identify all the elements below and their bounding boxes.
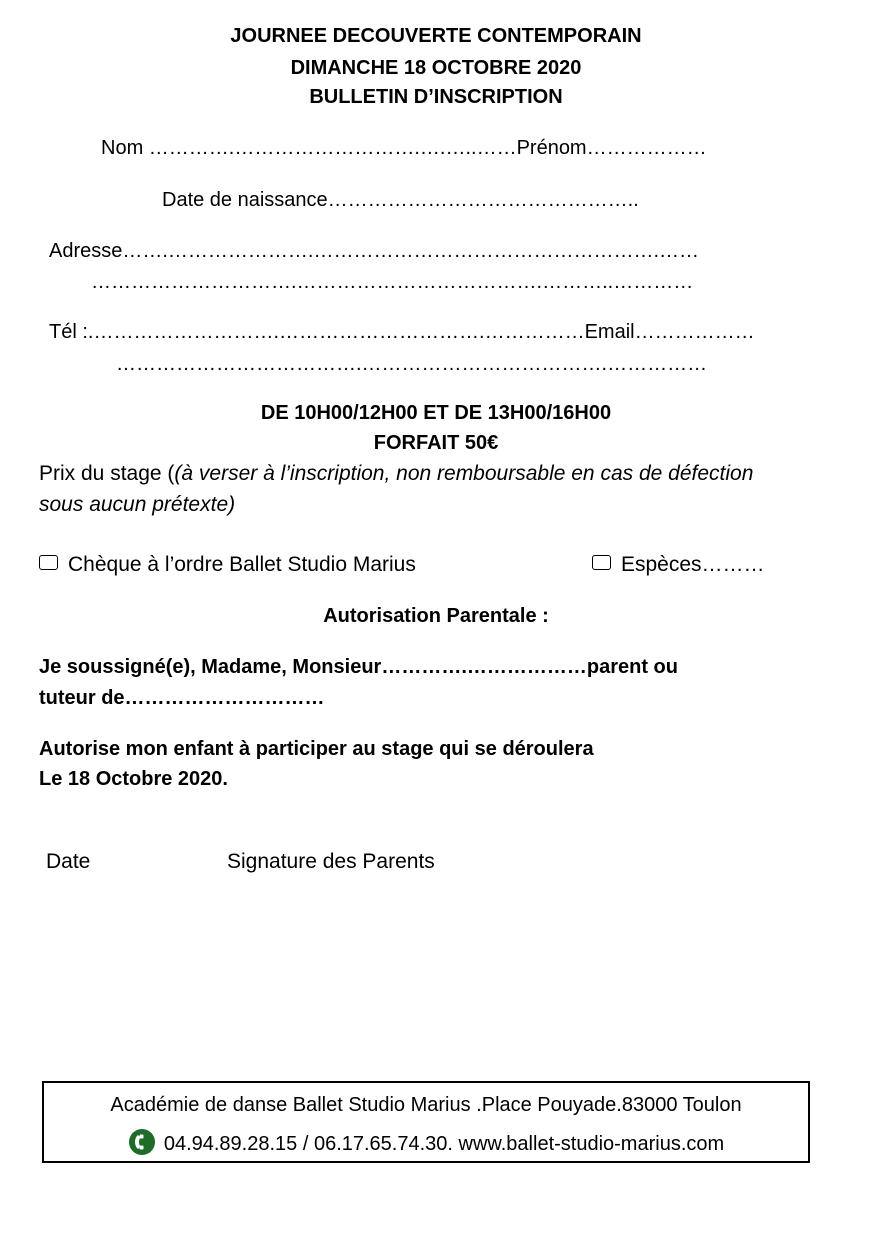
footer-phones-website: 04.94.89.28.15 / 06.17.65.74.30. www.ballet-studio-marius.com	[163, 1133, 725, 1155]
birthdate-field[interactable]: Date de naissance………………………………………..	[162, 189, 639, 211]
authorization-line-2[interactable]: tuteur de…………………………	[39, 687, 325, 709]
cheque-label: Chèque à l’ordre Ballet Studio Marius	[68, 553, 416, 576]
date-label: Date	[46, 850, 91, 873]
parental-authorization-title: Autorisation Parentale :	[323, 605, 549, 627]
cash-checkbox[interactable]	[592, 555, 611, 570]
footer-contact-box	[42, 1081, 810, 1163]
flat-rate: FORFAIT 50€	[373, 432, 499, 454]
payment-option-cheque[interactable]	[39, 554, 416, 575]
phone-icon	[128, 1128, 156, 1156]
form-title: BULLETIN D’INSCRIPTION	[309, 86, 563, 108]
cheque-checkbox[interactable]	[39, 555, 58, 570]
authorization-line-4: Le 18 Octobre 2020.	[39, 768, 228, 790]
payment-option-cash[interactable]	[592, 554, 765, 575]
price-line-1	[39, 463, 753, 484]
cash-label: Espèces………	[621, 553, 765, 576]
event-date: DIMANCHE 18 OCTOBRE 2020	[290, 57, 582, 79]
price-conditions: (à verser à l’inscription, non remboursable en cas de défection	[174, 462, 754, 485]
name-field[interactable]: Nom ………….……………………….….…..……Prénom………………	[101, 137, 707, 159]
address-field-continued[interactable]: ………………………….……………………………….………..…………	[91, 271, 694, 293]
signature-label: Signature des Parents	[227, 850, 435, 873]
authorization-line-1[interactable]: Je soussigné(e), Madame, Monsieur………….………………parent ou	[39, 656, 678, 678]
address-field[interactable]: Adresse…….………………….…………………………………………….……	[49, 240, 700, 262]
event-title: JOURNEE DECOUVERTE CONTEMPORAIN	[230, 25, 642, 47]
footer-address: Académie de danse Ballet Studio Marius .Place Pouyade.83000 Toulon	[110, 1094, 742, 1116]
authorization-line-3: Autorise mon enfant à participer au stage qui se déroulera	[39, 738, 594, 760]
schedule-hours: DE 10H00/12H00 ET DE 13H00/16H00	[260, 402, 612, 424]
price-line-2: sous aucun prétexte)	[39, 493, 236, 516]
email-field-continued[interactable]: ……………………………….……………………………….……………	[116, 353, 708, 375]
phone-email-field[interactable]: Tél :.……………………….………………………….……………Email………………	[49, 321, 755, 343]
price-label: Prix du stage (	[39, 462, 175, 485]
footer-contact-line	[44, 1128, 808, 1156]
